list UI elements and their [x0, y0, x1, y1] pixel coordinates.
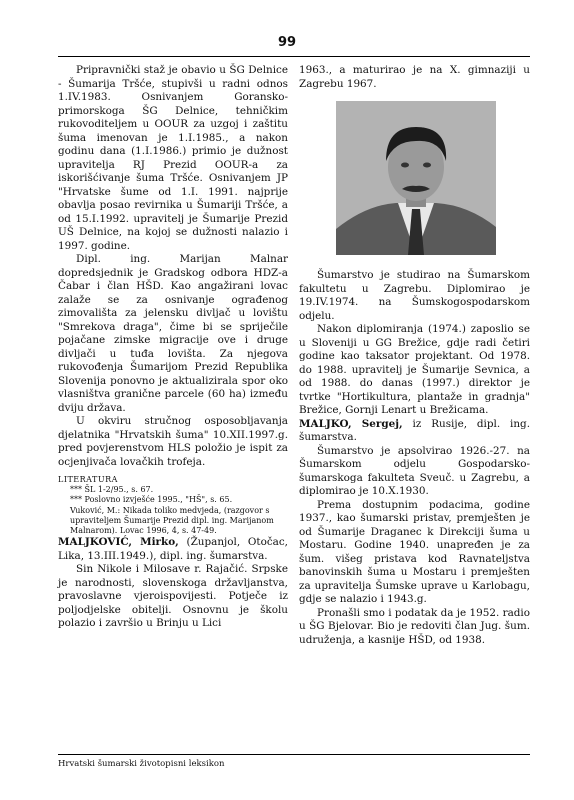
literature-section: [58, 475, 288, 536]
portrait-image: [336, 101, 496, 255]
entry-intro: iz Rusije, dipl. ing. šumarstva.: [299, 417, 531, 443]
literature-item: *** Poslovno izvješće 1995., "HŠ", s. 65.: [70, 495, 233, 505]
footer-text: Hrvatski šumarski životopisni leksikon: [58, 759, 225, 769]
entry-heading: [299, 418, 530, 445]
body-paragraph: Prema dostupnim podacima, godine 1937., kao šumarski pristav, premješten je od Šumarije Draganec k Direkciji šuma u Mostaru. Godine 1940. unapređen je za šum. višeg pristava kod Ravnateljstva banovinskih šuma u Mostaru i premješten za upravitelja Šumske uprave u Karlobagu, gdje se nalazio i 1943.g.: [299, 498, 530, 605]
literature-item: *** ŠL 1-2/95., s. 67.: [70, 485, 154, 495]
continued-paragraph: 1963., a maturirao je na X. gimnaziji u Zagrebu 1967.: [299, 64, 530, 90]
body-paragraph: U okviru stručnog osposobljavanja djelatnika "Hrvatskih šuma" 10.XII.1997.g. pred povjerenstvom HLS položio je ispit za ocjenjivača lovačkih trofeja.: [58, 415, 288, 468]
literature-title: LITERATURA: [58, 475, 118, 484]
entry-name: MALJKOVIĆ, Mirko,: [58, 536, 179, 549]
page-number: 99: [277, 35, 297, 50]
entry-heading: [58, 536, 288, 563]
left-column: [58, 64, 288, 631]
body-paragraph: Šumarstvo je studirao na Šumarskom fakultetu u Zagrebu. Diplomirao je 19.IV.1974. na Šumskogospodarskom odjelu.: [299, 269, 530, 322]
entry-name: MALJKO, Sergej,: [299, 417, 403, 430]
body-paragraph: Pripravnički staž je obavio u ŠG Delnice - Šumarija Tršće, stupivši u radni odnos 1.IV.1983. Osnivanjem Goransko-primorskoga ŠG Delnice, tehničkim rukovoditeljem u OOUR za uzgoj i zaštitu šuma imenovan je 1.I.1985., a nakon godinu dana (1.I.1986.) primio je dužnost upravitelja RJ Prezid OOUR-a za iskorišćivanje šuma Tršće. Osnivanjem JP "Hrvatske šume od 1.I. 1991. najprije obavlja posao revirnika u Šumariji Tršće, a od 15.I.1992. upravitelj je Šumarije Prezid UŠ Delnice, na kojoj se dužnosti nalazio i 1997. godine.: [58, 64, 288, 252]
entry-intro: (Županjol, Otočac, Lika, 13.III.1949.), dipl. ing. šumarstva.: [58, 536, 288, 562]
body-paragraph: Pronašli smo i podatak da je 1952. radio u ŠG Bjelovar. Bio je redoviti član Jug. šum. udruženja, a kasnije HŠD, od 1938.: [299, 606, 530, 646]
header-rule: [58, 56, 530, 57]
footer-rule: [58, 754, 530, 755]
portrait-photo: [336, 101, 496, 255]
literature-item: Vuković, M.: Nikada toliko medvjeda, (razgovor s upraviteljem Šumarije Prezid dipl. ing. Marijanom Malnarom). Lovac 1996, 4, s. 47-49.: [70, 505, 274, 536]
body-paragraph: Sin Nikole i Milosave r. Rajačić. Srpske je narodnosti, slovenskoga državljanstva, pravoslavne vjeroispovijesti. Potječe iz poljodjelske obitelji. Osnovnu je školu polazio i završio u Brinju u Lici: [58, 563, 288, 630]
right-column: [299, 64, 530, 647]
body-paragraph: Šumarstvo je apsolvirao 1926.-27. na Šumarskom odjelu Gospodarsko-šumarskoga fakulteta Sveuč. u Zagrebu, a diplomirao je 10.X.1930.: [299, 444, 530, 497]
body-paragraph: Dipl. ing. Marijan Malnar dopredsjednik je Gradskog odbora HDZ-a Čabar i član HŠD. Kao angažirani lovac zalaže se za osnivanje ograđenog zimovališta za jelensku divljač u lovištu "Smrekova draga", čime bi se spriječile pojačane zimske migracije ove i druge divljači u tuđa lovišta. Za njegova rukovođenja Šumarijom Prezid Republika Slovenija ponovno je aktualizirala spor oko vlasništva granične parcele (60 ha) između dviju država.: [58, 253, 288, 414]
body-paragraph: Nakon diplomiranja (1974.) zaposlio se u Sloveniji u GG Brežice, gdje radi četiri godine kao taksator projektant. Od 1978. do 1988. upravitelj je Šumarije Sevnica, a od 1988. do danas (1997.) direktor je tvrtke "Hortikultura, plantaže in gradnja" Brežice, Gornji Lenart u Brežicama.: [299, 323, 530, 416]
